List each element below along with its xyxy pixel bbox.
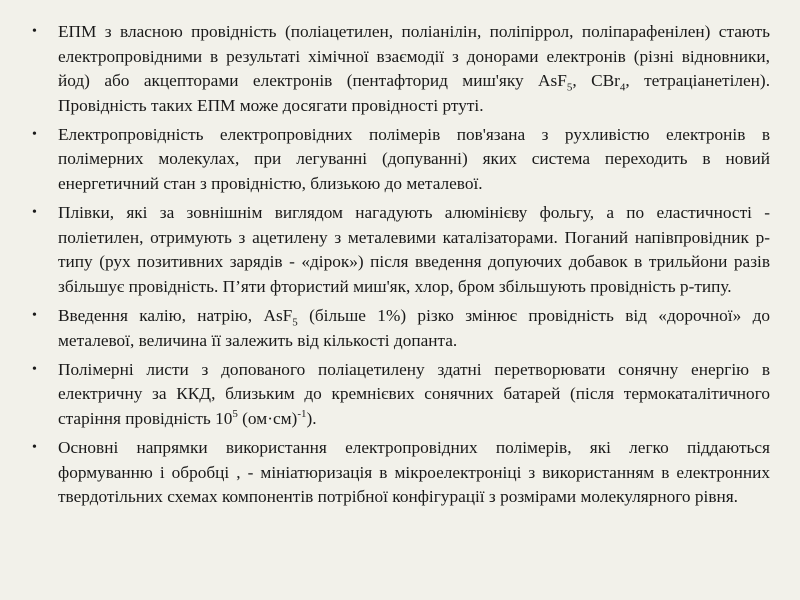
text: ЕПМ з власною провідність (поліацетилен, поліанілін, поліпіррол, поліпарафенілен) стають електропровідними в результаті хімічної взаємодії з донорами електронів (різні відновники, йод) або акцепторами електронів (пентафторид миш'яку AsF (58, 22, 770, 91)
bullet-icon: • (32, 440, 37, 455)
text: Введення калію, натрію, AsF (58, 306, 293, 326)
bullet-icon: • (32, 361, 37, 377)
text: , CBr (572, 71, 620, 91)
bullet-icon: • (32, 24, 37, 39)
text: Електропровідність електропровідних полімерів пов'язана з рухливістю електронів в полімерних молекулах, при легуванні (допуванні) яких система переходить в новий енергетичний стан з провідністю, близькою до металевої. (58, 124, 770, 194)
text: Полімерні листи з допованого поліацетилену здатні перетворювати сонячну енергію в електричну за ККД, близьким до кремнієвих сонячних батарей (після термокаталітичного старіння провідність 10 (58, 359, 770, 428)
subscript: 5 (292, 316, 298, 329)
slide-body (30, 20, 770, 514)
text: (більше 1%) різко змінює провідність від «дорочної» до металевої, величина її залежить від кількості допанта. (58, 306, 771, 350)
bullet-icon: • (32, 308, 37, 324)
bullet-icon: • (32, 205, 37, 221)
bullet-item-applications (30, 436, 770, 510)
text: , тетраціанетілен). Провідність таких ЕПМ може досягати провідності ртуті. (58, 71, 771, 115)
bullet-item-conductivity-epm (30, 20, 770, 118)
bullet-icon: • (32, 126, 37, 142)
superscript: -1 (297, 408, 307, 421)
text: Основні напрямки використання електропровідних полімерів, які легко піддаються формуванню і обробці , - мініатюризація в мікроелектроніці з використанням в електронних твердотільних схемах компонентів потрібної конфігурації з розмірами молекулярного рівня. (58, 438, 770, 507)
superscript: 5 (232, 408, 238, 421)
text: (ом (237, 408, 268, 428)
text: Плівки, які за зовнішнім виглядом нагадують алюмінієву фольгу, а по еластичності - поліетилен, отримують з ацетилену з металевими каталізаторами. Поганий напівпровідник р-типу (рух позитивних зарядів - «дірок») після введення допуючих добавок в трильйони разів збільшує провідність. П’яти фтористий миш'як, хлор, бром збільшують провідність р-типу. (58, 203, 770, 296)
text: · (267, 408, 273, 428)
text: ). (306, 408, 317, 428)
subscript: 5 (566, 81, 573, 94)
bullet-item-doping (30, 304, 770, 353)
text: см) (272, 408, 298, 428)
bullet-item-electron-mobility (30, 123, 770, 197)
bullet-item-films (30, 201, 770, 299)
bullet-item-solar (30, 358, 770, 432)
subscript: 4 (619, 81, 626, 94)
